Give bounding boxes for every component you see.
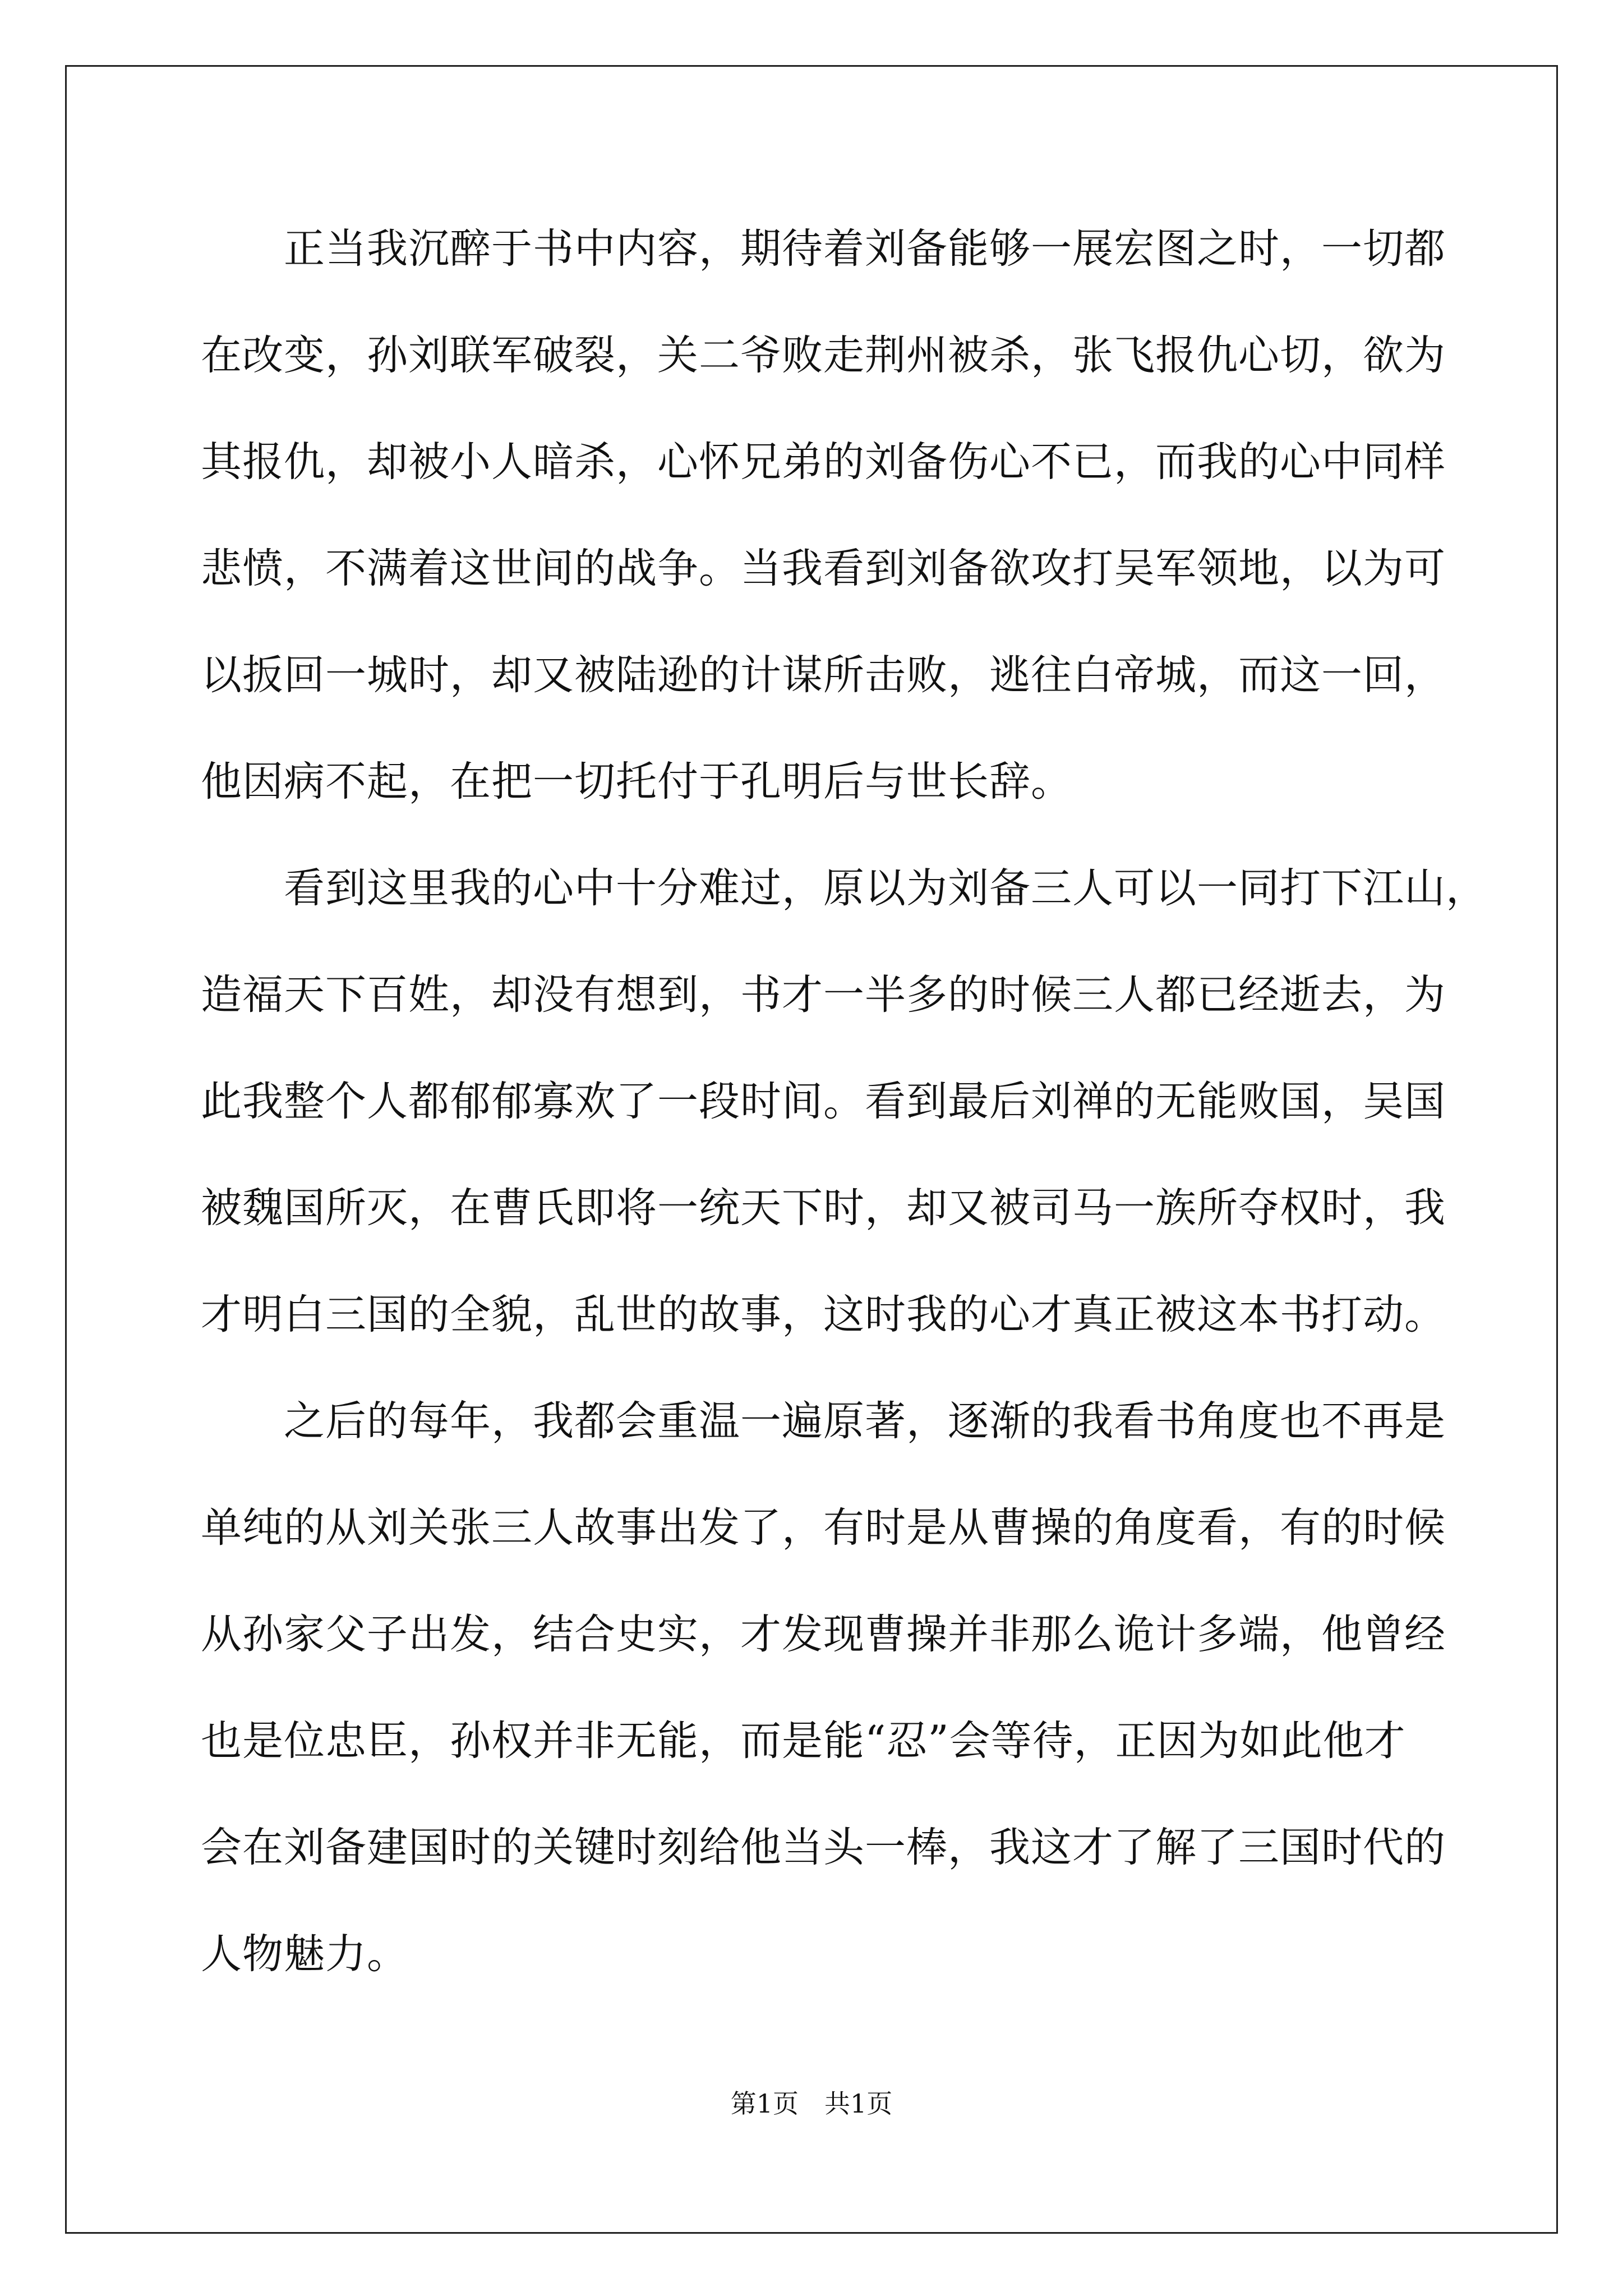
text-line: 造福天下百姓，却没有想到，书才一半多的时候三人都已经逝去，为 bbox=[201, 971, 1446, 1019]
text-line: 被魏国所灭，在曹氏即将一统天下时，却又被司马一族所夺权时，我 bbox=[201, 1184, 1446, 1232]
page-footer: 第1页 共1页 bbox=[730, 2088, 893, 2119]
text-line: 看到这里我的心中十分难过，原以为刘备三人可以一同打下江山， bbox=[201, 864, 1487, 912]
text-line: 才明白三国的全貌，乱世的故事，这时我的心才真正被这本书打动。 bbox=[201, 1291, 1446, 1338]
text-line: 其报仇，却被小人暗杀，心怀兄弟的刘备伤心不已，而我的心中同样 bbox=[201, 438, 1446, 486]
text-line: 从孙家父子出发，结合史实，才发现曹操并非那么诡计多端，他曾经 bbox=[201, 1611, 1446, 1658]
text-line: 也是位忠臣，孙权并非无能，而是能“忍”会等待，正因为如此他才 bbox=[201, 1717, 1406, 1765]
text-line: 他因病不起，在把一切托付于孔明后与世长辞。 bbox=[201, 758, 1072, 806]
text-line: 正当我沉醉于书中内容，期待着刘备能够一展宏图之时，一切都 bbox=[201, 225, 1446, 273]
text-line: 以扳回一城时，却又被陆逊的计谋所击败，逃往白帝城，而这一回， bbox=[201, 651, 1446, 699]
text-line: 单纯的从刘关张三人故事出发了，有时是从曹操的角度看，有的时候 bbox=[201, 1504, 1446, 1552]
text-line: 之后的每年，我都会重温一遍原著，逐渐的我看书角度也不再是 bbox=[201, 1397, 1446, 1445]
text-line: 在改变，孙刘联军破裂，关二爷败走荆州被杀，张飞报仇心切，欲为 bbox=[201, 332, 1446, 379]
document-body bbox=[201, 221, 1487, 2033]
text-line: 会在刘备建国时的关键时刻给他当头一棒，我这才了解了三国时代的 bbox=[201, 1824, 1446, 1871]
text-line: 悲愤，不满着这世间的战争。当我看到刘备欲攻打吴军领地，以为可 bbox=[201, 545, 1446, 592]
text-line: 人物魅力。 bbox=[201, 1930, 408, 1978]
text-line: 此我整个人都郁郁寡欢了一段时间。看到最后刘禅的无能败国，吴国 bbox=[201, 1078, 1446, 1125]
